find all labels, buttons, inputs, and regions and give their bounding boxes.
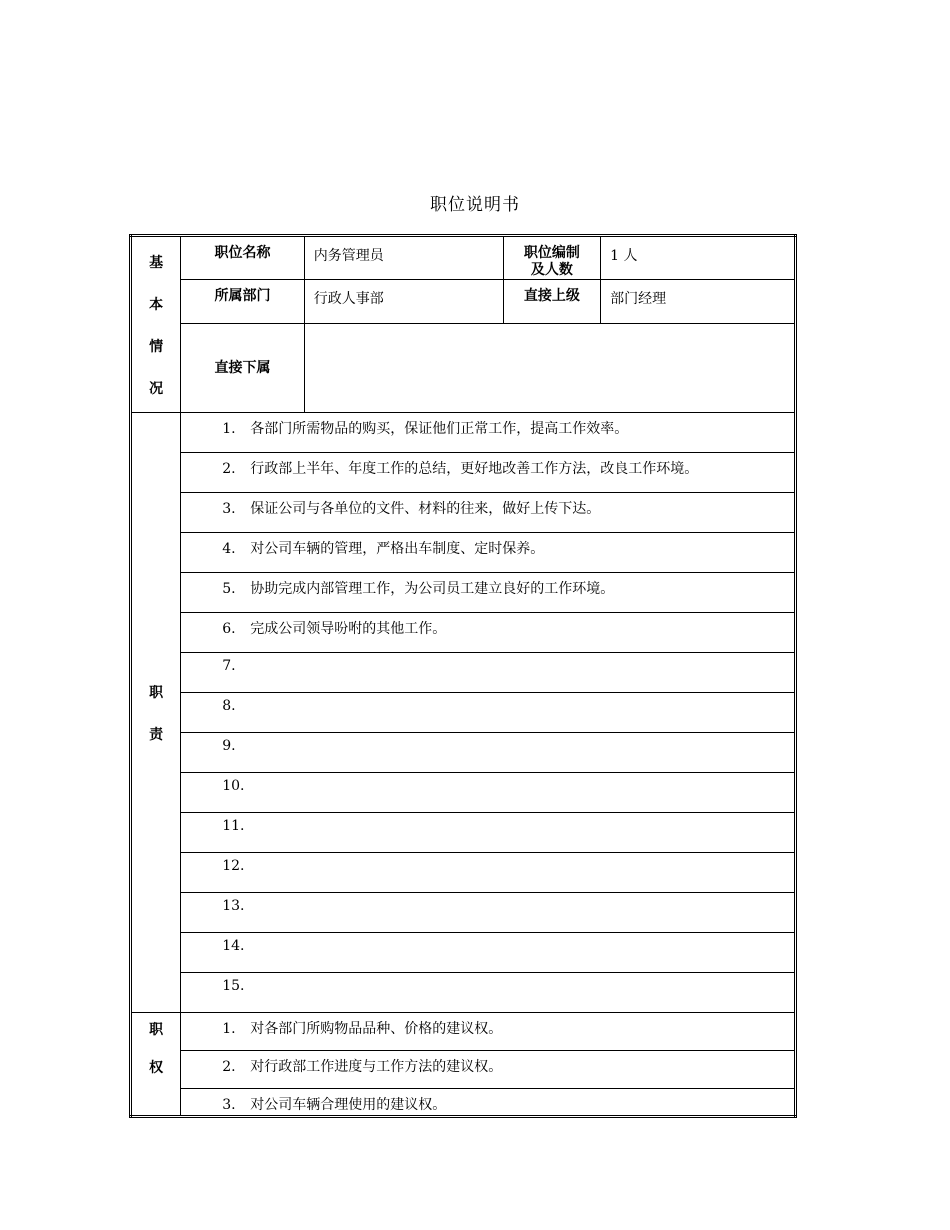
duty-row (131, 453, 796, 493)
duty-item (181, 973, 796, 1013)
section-char: 责 (149, 726, 164, 743)
authority-row (131, 1051, 796, 1089)
item-number: 2. (222, 461, 236, 477)
position-name-value: 内务管理员 (304, 236, 503, 280)
item-number: 2. (222, 1059, 236, 1075)
item-text: 对公司车辆合理使用的建议权。 (250, 1097, 447, 1113)
row-position-name (131, 236, 796, 280)
item-text: 对行政部工作进度与工作方法的建议权。 (250, 1059, 503, 1075)
item-number: 5. (222, 581, 236, 597)
authority-row (131, 1089, 796, 1117)
headcount-value: 1 人 (601, 236, 796, 280)
item-number: 3. (222, 1097, 236, 1113)
row-subordinate (131, 324, 796, 413)
section-duties (131, 413, 181, 1013)
duty-item (181, 693, 796, 733)
section-basic-info (131, 236, 181, 413)
duty-item (181, 933, 796, 973)
duty-row (131, 573, 796, 613)
duty-row (131, 973, 796, 1013)
duty-item (181, 533, 796, 573)
authority-row (131, 1013, 796, 1051)
headcount-label-line2: 及人数 (530, 262, 573, 278)
authority-item (181, 1089, 796, 1117)
item-text: 完成公司领导吩咐的其他工作。 (250, 621, 447, 637)
item-number: 1. (222, 1021, 236, 1037)
duty-row (131, 733, 796, 773)
item-text: 对各部门所购物品品种、价格的建议权。 (250, 1021, 503, 1037)
item-number: 15. (222, 978, 245, 994)
item-text: 行政部上半年、年度工作的总结，更好地改善工作方法，改良工作环境。 (250, 461, 699, 477)
item-number: 7. (222, 658, 236, 674)
item-number: 10. (222, 778, 245, 794)
duty-item (181, 613, 796, 653)
job-description-table (129, 234, 797, 1118)
subordinate-value (304, 324, 795, 413)
duty-row (131, 813, 796, 853)
item-text: 对公司车辆的管理，严格出车制度、定时保养。 (250, 541, 545, 557)
section-char: 本 (149, 296, 164, 313)
item-number: 8. (222, 698, 236, 714)
section-char: 职 (149, 684, 164, 701)
department-label: 所属部门 (181, 280, 305, 324)
duty-item (181, 493, 796, 533)
authority-item (181, 1051, 796, 1089)
duty-row (131, 853, 796, 893)
duty-row (131, 773, 796, 813)
item-text: 各部门所需物品的购买，保证他们正常工作，提高工作效率。 (250, 421, 629, 437)
section-char: 况 (149, 380, 164, 397)
authority-item (181, 1013, 796, 1051)
item-number: 13. (222, 898, 245, 914)
item-number: 3. (222, 501, 236, 517)
duty-item (181, 653, 796, 693)
superior-value: 部门经理 (601, 280, 796, 324)
duty-item (181, 893, 796, 933)
section-char: 职 (149, 1022, 164, 1038)
section-char: 情 (149, 338, 164, 355)
duty-item (181, 733, 796, 773)
item-text: 协助完成内部管理工作，为公司员工建立良好的工作环境。 (250, 581, 615, 597)
item-number: 14. (222, 938, 245, 954)
duty-item (181, 773, 796, 813)
duty-item (181, 413, 796, 453)
duty-row (131, 533, 796, 573)
item-number: 1. (222, 421, 236, 437)
item-number: 6. (222, 621, 236, 637)
item-text: 保证公司与各单位的文件、材料的往来，做好上传下达。 (250, 501, 601, 517)
duty-row (131, 413, 796, 453)
headcount-label (503, 236, 600, 280)
row-department (131, 280, 796, 324)
headcount-label-line1: 职位编制 (523, 245, 580, 261)
item-number: 11. (222, 818, 245, 834)
position-name-label: 职位名称 (181, 236, 305, 280)
duty-row (131, 933, 796, 973)
duty-row (131, 493, 796, 533)
superior-label: 直接上级 (503, 280, 600, 324)
duty-row (131, 693, 796, 733)
subordinate-label: 直接下属 (181, 324, 305, 413)
duty-item (181, 573, 796, 613)
item-number: 4. (222, 541, 236, 557)
section-char: 基 (149, 254, 164, 271)
duty-row (131, 613, 796, 653)
duty-row (131, 893, 796, 933)
item-number: 12. (222, 858, 245, 874)
department-value: 行政人事部 (304, 280, 503, 324)
duty-item (181, 813, 796, 853)
item-number: 9. (222, 738, 236, 754)
section-char: 权 (149, 1060, 164, 1076)
duty-item (181, 453, 796, 493)
duty-item (181, 853, 796, 893)
document-title: 职位说明书 (430, 195, 520, 215)
duty-row (131, 653, 796, 693)
section-authority (131, 1013, 181, 1117)
